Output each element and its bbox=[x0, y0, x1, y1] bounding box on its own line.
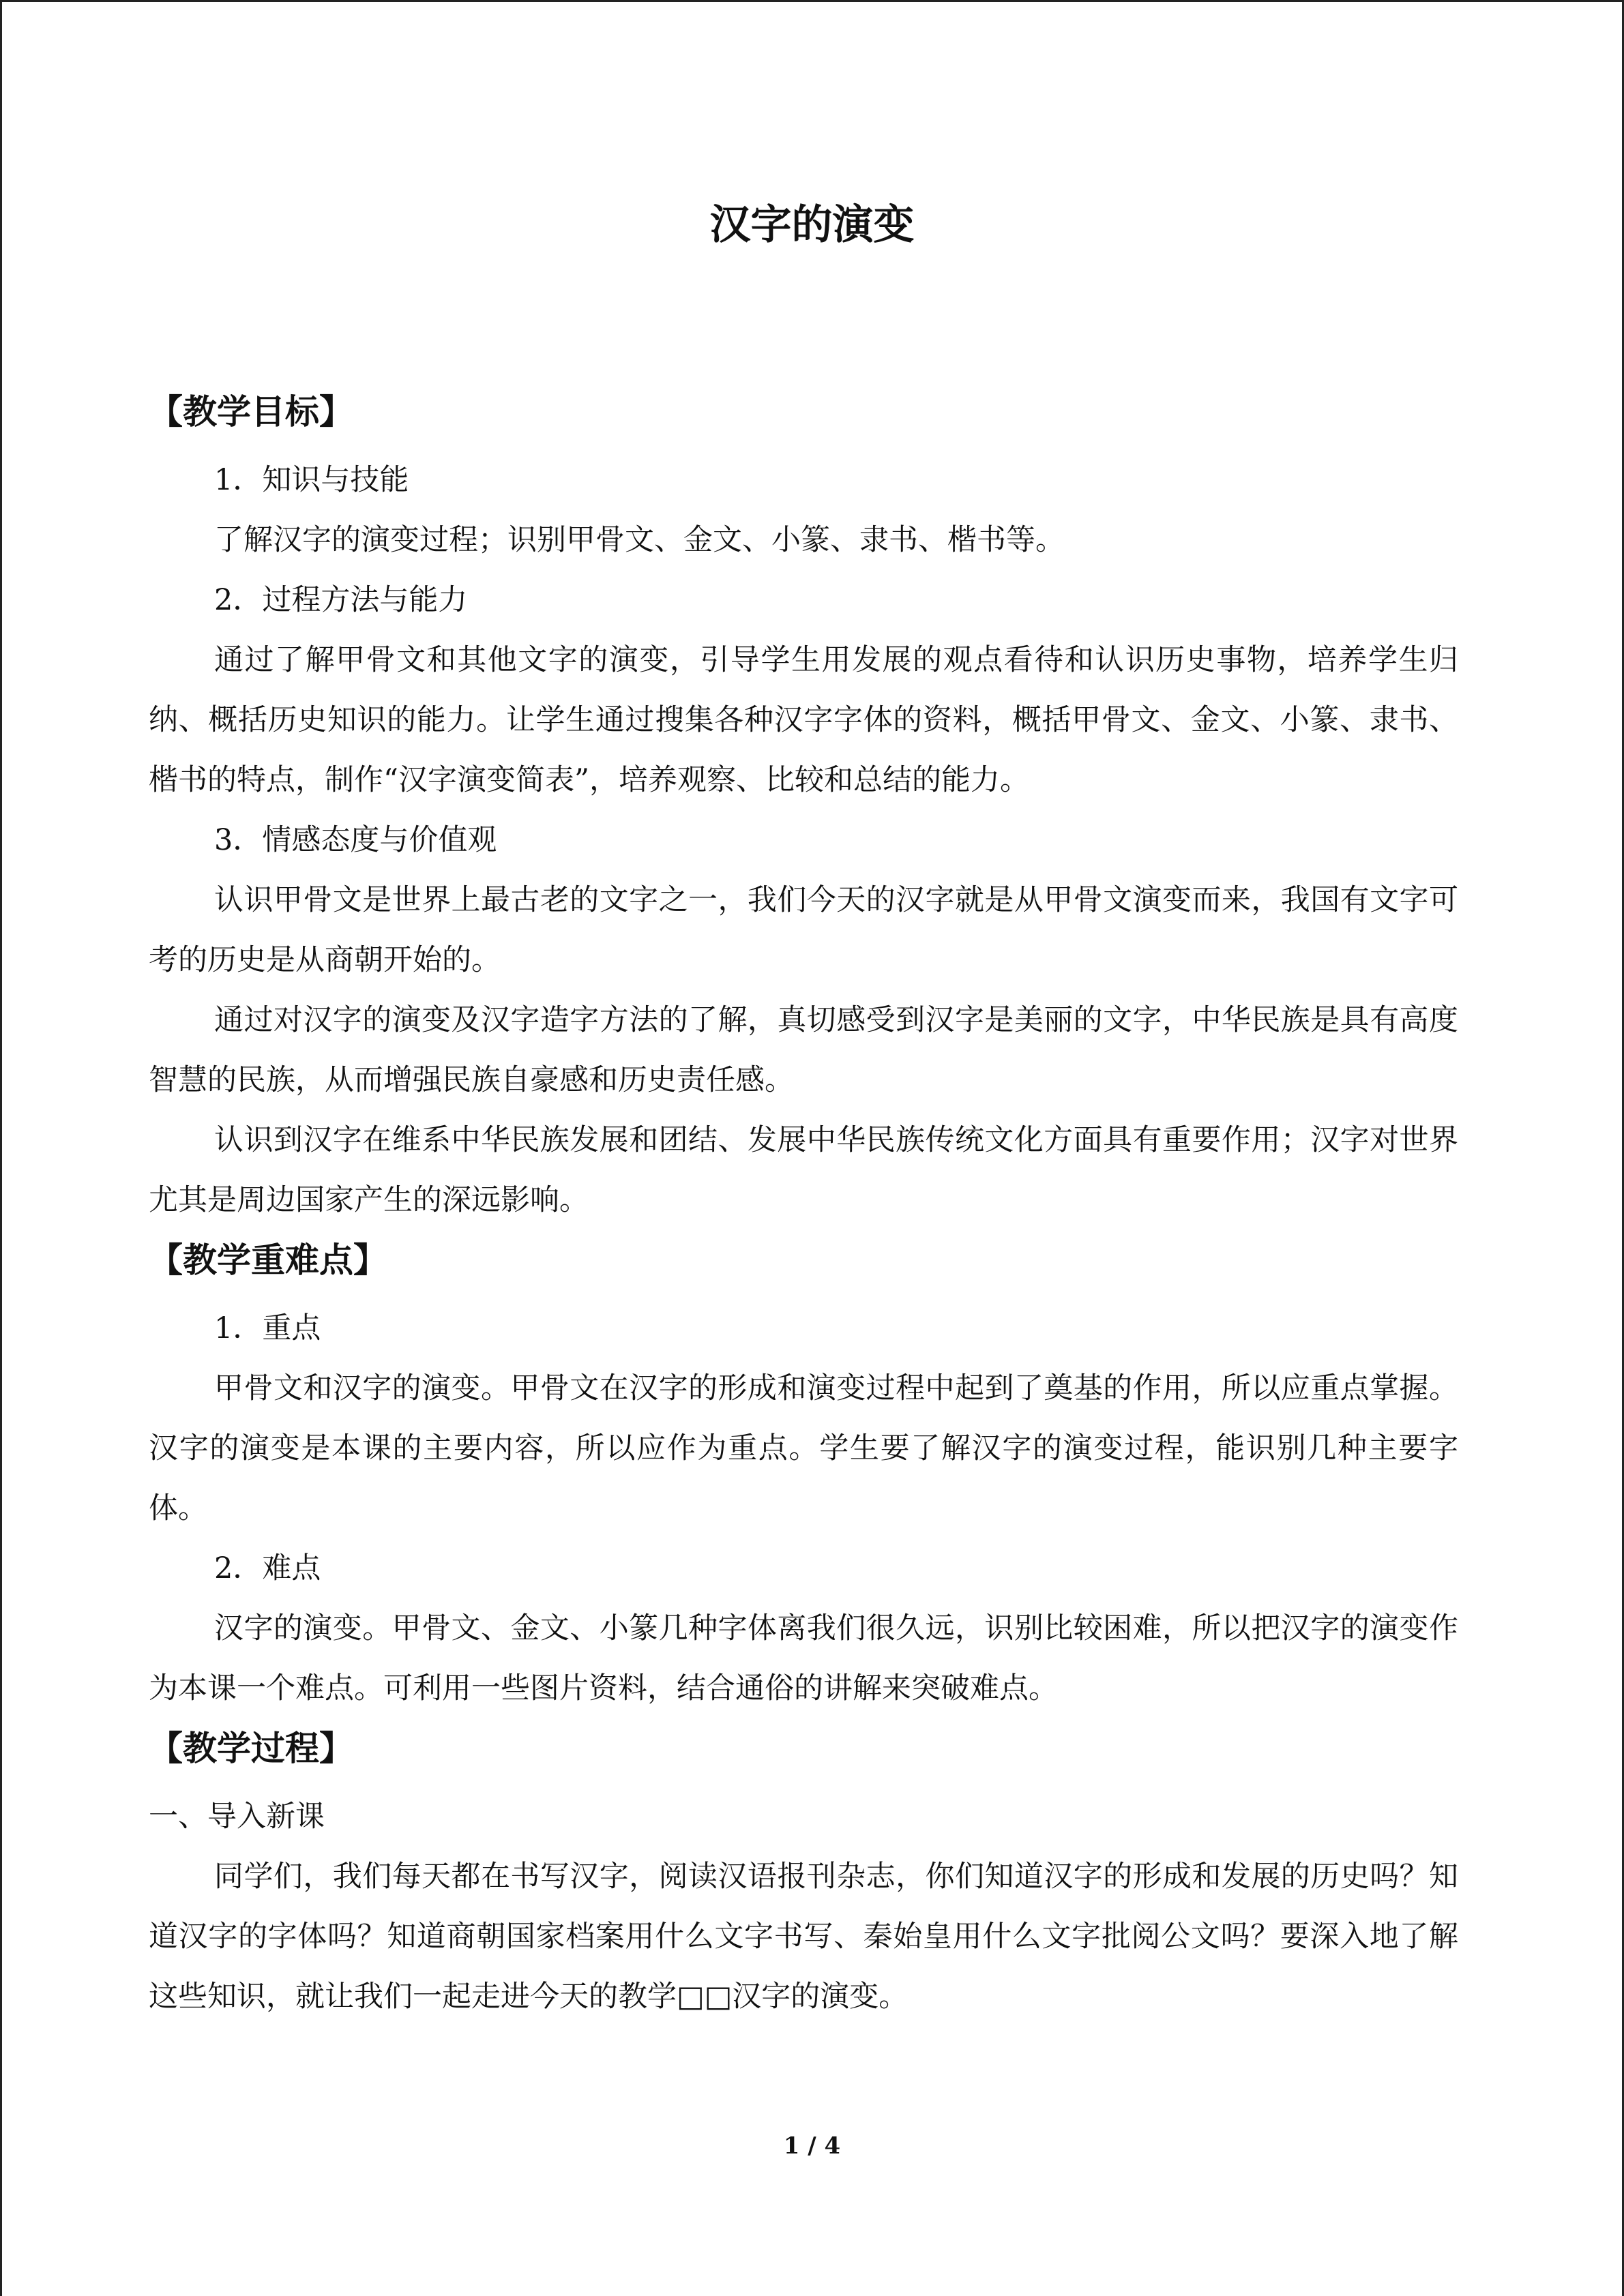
subheading-knowledge-skills: 1．知识与技能 bbox=[214, 463, 409, 497]
document-body bbox=[149, 382, 1458, 2027]
page-number: 1 / 4 bbox=[783, 2132, 841, 2160]
paragraph-attitude-values-2: 通过对汉字的演变及汉字造字方法的了解，真切感受到汉字是美丽的文字，中华民族是具有高度智慧的民族，从而增强民族自豪感和历史责任感。 bbox=[149, 1003, 1458, 1097]
section-heading-process: 【教学过程】 bbox=[149, 1729, 353, 1768]
paragraph-knowledge-skills: 了解汉字的演变过程；识别甲骨文、金文、小篆、隶书、楷书等。 bbox=[214, 523, 1065, 557]
paragraph-key-point: 甲骨文和汉字的演变。甲骨文在汉字的形成和演变过程中起到了奠基的作用，所以应重点掌握。汉字的演变是本课的主要内容，所以应作为重点。学生要了解汉字的演变过程，能识别几种主要字体。 bbox=[149, 1371, 1458, 1525]
paragraph-difficult-point: 汉字的演变。甲骨文、金文、小篆几种字体离我们很久远，识别比较困难，所以把汉字的演变作为本课一个难点。可利用一些图片资料，结合通俗的讲解来突破难点。 bbox=[149, 1611, 1458, 1705]
subheading-key-point: 1．重点 bbox=[214, 1311, 321, 1345]
subheading-attitude-values: 3．情感态度与价值观 bbox=[214, 823, 497, 857]
paragraph-process-ability: 通过了解甲骨文和其他文字的演变，引导学生用发展的观点看待和认识历史事物，培养学生归纳、概括历史知识的能力。让学生通过搜集各种汉字字体的资料，概括甲骨文、金文、小篆、隶书、楷书的特点，制作“汉字演变简表”，培养观察、比较和总结的能力。 bbox=[149, 643, 1458, 797]
subheading-process-ability: 2．过程方法与能力 bbox=[214, 583, 468, 617]
section-heading-objectives: 【教学目标】 bbox=[149, 392, 353, 432]
paragraph-attitude-values-1: 认识甲骨文是世界上最古老的文字之一，我们今天的汉字就是从甲骨文演变而来，我国有文字可考的历史是从商朝开始的。 bbox=[149, 883, 1458, 977]
paragraph-introduction: 同学们，我们每天都在书写汉字，阅读汉语报刊杂志，你们知道汉字的形成和发展的历史吗？知道汉字的字体吗？知道商朝国家档案用什么文字书写、秦始皇用什么文字批阅公文吗？要深入地了解这些知识，就让我们一起走进今天的教学□□汉字的演变。 bbox=[149, 1860, 1458, 2014]
subheading-difficult-point: 2．难点 bbox=[214, 1551, 321, 1585]
paragraph-attitude-values-3: 认识到汉字在维系中华民族发展和团结、发展中华民族传统文化方面具有重要作用；汉字对世界尤其是周边国家产生的深远影响。 bbox=[149, 1123, 1458, 1217]
section-heading-keypoints: 【教学重难点】 bbox=[149, 1240, 387, 1280]
document-title: 汉字的演变 bbox=[709, 201, 915, 249]
subheading-introduction: 一、导入新课 bbox=[149, 1800, 325, 1834]
